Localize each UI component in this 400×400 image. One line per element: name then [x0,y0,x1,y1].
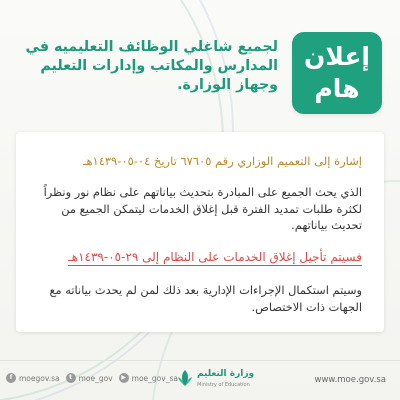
ministry-name: وزارة التعليم [197,369,255,379]
footer [0,360,400,400]
twitter-icon: t [66,373,76,383]
paragraph-1-line-2: لكثرة طلبات تمديد الفترة قبل إغلاق الخدمات ليتمكن الجميع من [61,201,362,216]
facebook-icon: f [6,373,16,383]
paragraph-1-line-3: تحديث بياناتهم. [291,218,362,232]
footer-divider [0,360,400,361]
social-youtube[interactable] [119,373,178,383]
notice-paragraph-1 [38,184,362,234]
paragraph-2-line-2: الجهات ذات الاختصاص. [251,299,362,314]
social-links [6,373,178,383]
social-handle: moe_gov_sa [131,373,178,383]
youtube-icon: ▶ [119,373,129,383]
paragraph-2-line-1: وسيتم استكمال الإجراءات الإدارية بعد ذلك لمن لم يحدث بياناته مع [49,283,362,297]
audience-title [13,38,278,95]
social-twitter[interactable] [66,373,113,383]
badge-line-2: هام [314,74,360,103]
postponement-notice: فسيتم تأجيل إغلاق الخدمات على النظام إلى ٢٩-٠٥-١٤٣٩هـ [68,250,362,264]
social-handle: moe_gov [78,373,113,383]
social-handle: moegov.sa [19,373,60,383]
title-line-3: وجهاز الوزارة. [177,77,278,93]
notice-paragraph-2 [38,282,362,315]
ministry-name-en: Ministry of Education [197,382,250,388]
website-link[interactable]: www.moe.gov.sa [314,375,386,385]
announcement-badge [292,32,382,114]
ministry-emblem-icon [175,368,195,388]
title-line-2: المدارس والمكاتب وإدارات التعليم [40,58,278,74]
badge-line-1: إعلان [304,42,370,71]
social-facebook[interactable] [6,373,60,383]
notice-card [16,132,384,332]
title-line-1: لجميع شاغلي الوظائف التعليميه في [25,39,278,55]
circular-reference: إشارة إلى التعميم الوزاري رقم ٦٧٦٠٥ تاريخ ٠٤-٠٥-١٤٣٩هـ [83,154,362,168]
paragraph-1-line-1: الذي يحث الجميع على المبادرة بتحديث بياناتهم على نظام نور ونظراً [43,185,362,199]
ministry-logo [175,365,255,395]
